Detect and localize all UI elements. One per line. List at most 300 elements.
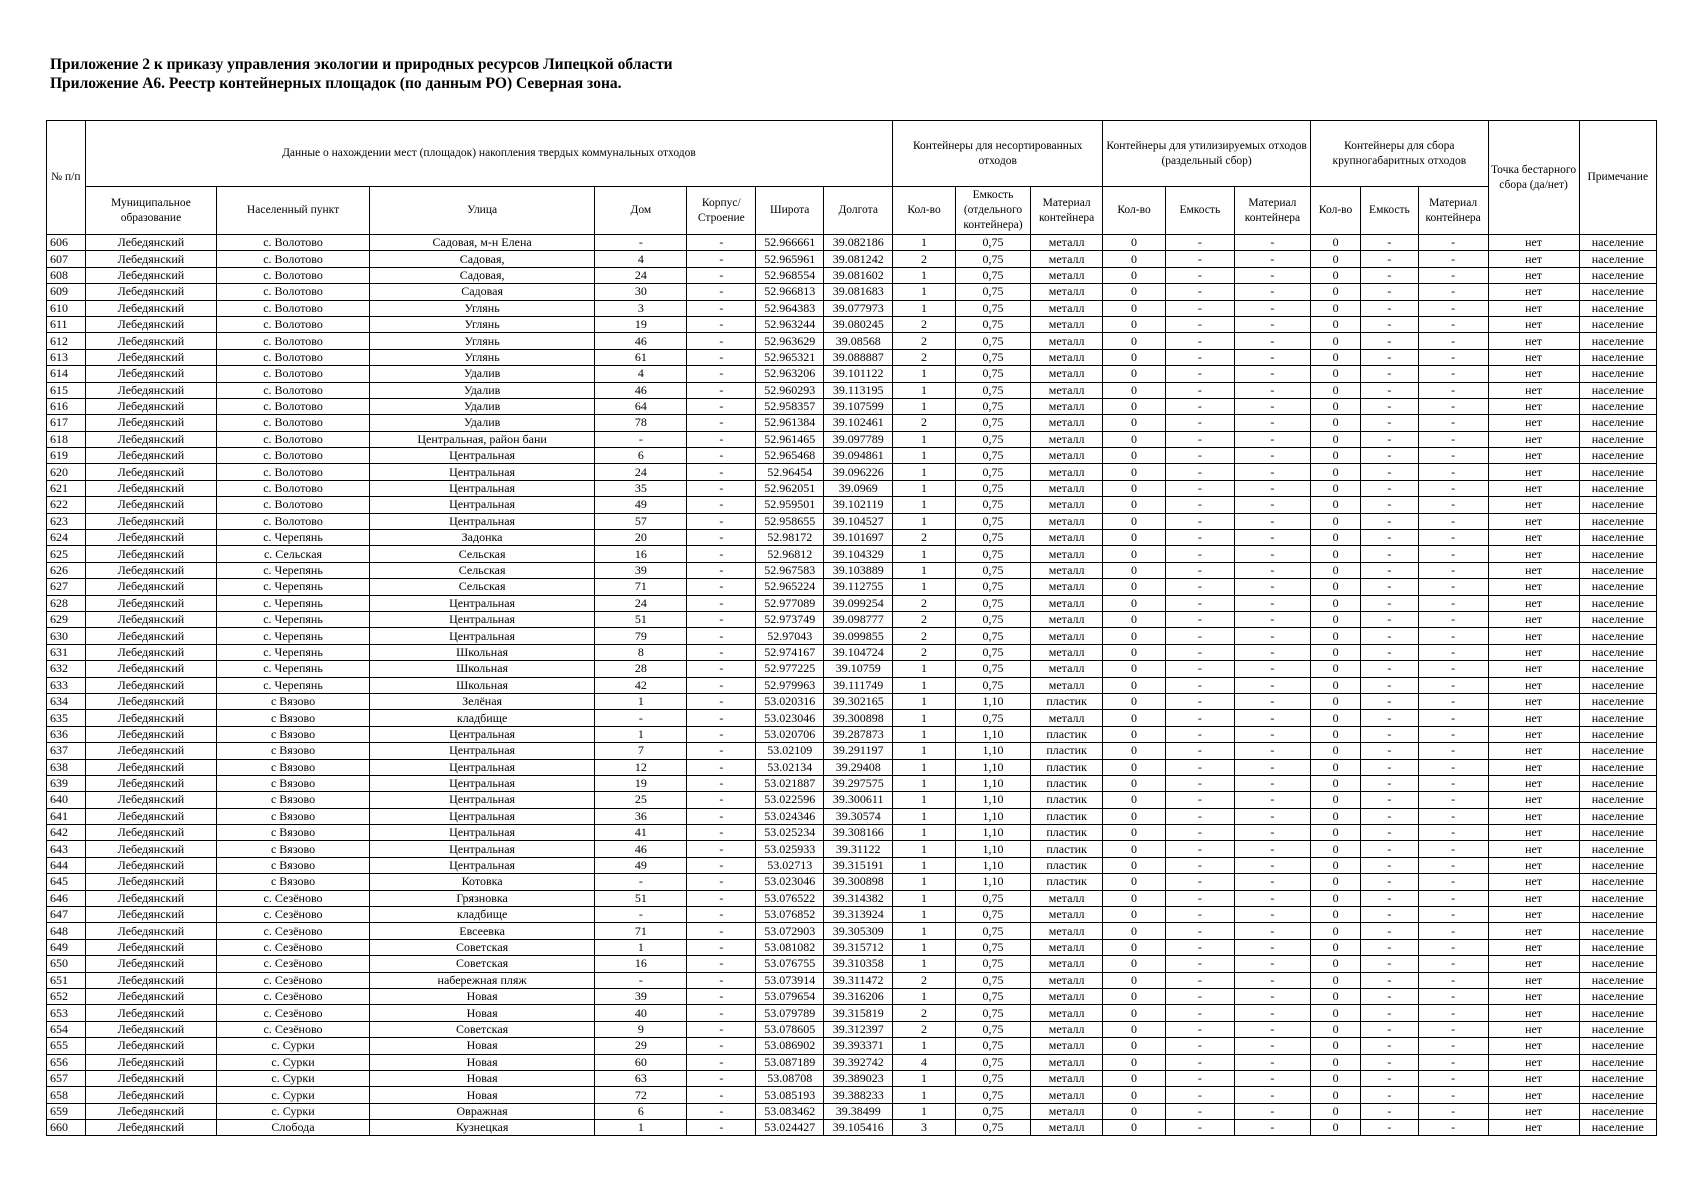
cell-capacity-recyclable: -: [1165, 431, 1234, 447]
cell-lon: 39.111749: [824, 677, 893, 693]
cell-lat: 53.023046: [756, 710, 824, 726]
cell-street: Центральная: [369, 464, 595, 480]
cell-house: 71: [595, 923, 687, 939]
cell-house: -: [595, 874, 687, 890]
cell-building: -: [687, 448, 756, 464]
cell-count-recyclable: 0: [1103, 579, 1166, 595]
cell-material-unsorted: металл: [1031, 480, 1103, 496]
cell-material-unsorted: металл: [1031, 284, 1103, 300]
cell-count-bulky: 0: [1311, 415, 1361, 431]
cell-count-recyclable: 0: [1103, 644, 1166, 660]
cell-material-unsorted: металл: [1031, 530, 1103, 546]
cell-settlement: с. Сезёново: [217, 972, 370, 988]
cell-lon: 39.081602: [824, 267, 893, 283]
cell-house: 7: [595, 743, 687, 759]
cell-capacity-recyclable: -: [1165, 808, 1234, 824]
cell-material-bulky: -: [1418, 759, 1488, 775]
cell-capacity-recyclable: -: [1165, 480, 1234, 496]
cell-material-unsorted: металл: [1031, 349, 1103, 365]
cell-settlement: с. Сезёново: [217, 1005, 370, 1021]
header-unsorted-group: Контейнеры для несортированных отходов: [893, 121, 1103, 187]
cell-note: население: [1579, 939, 1657, 955]
cell-house: 9: [595, 1021, 687, 1037]
cell-bagless: нет: [1488, 546, 1579, 562]
cell-row-num: 630: [47, 628, 86, 644]
cell-count-bulky: 0: [1311, 841, 1361, 857]
cell-row-num: 628: [47, 595, 86, 611]
cell-street: Центральная: [369, 480, 595, 496]
cell-lon: 39.312397: [824, 1021, 893, 1037]
cell-building: -: [687, 415, 756, 431]
header-capacity-bulky: Емкость: [1361, 187, 1418, 235]
header-street: Улица: [369, 187, 595, 235]
cell-building: -: [687, 513, 756, 529]
cell-street: Задонка: [369, 530, 595, 546]
cell-capacity-unsorted: 1,10: [955, 808, 1030, 824]
cell-count-unsorted: 1: [893, 1087, 956, 1103]
cell-row-num: 637: [47, 743, 86, 759]
cell-count-recyclable: 0: [1103, 497, 1166, 513]
cell-material-recyclable: -: [1234, 1103, 1310, 1119]
cell-building: -: [687, 349, 756, 365]
cell-bagless: нет: [1488, 267, 1579, 283]
cell-material-recyclable: -: [1234, 677, 1310, 693]
cell-count-unsorted: 1: [893, 497, 956, 513]
cell-capacity-unsorted: 0,75: [955, 988, 1030, 1004]
cell-capacity-bulky: -: [1361, 530, 1418, 546]
cell-capacity-recyclable: -: [1165, 579, 1234, 595]
cell-settlement: с. Волотово: [217, 235, 370, 251]
cell-lat: 53.02134: [756, 759, 824, 775]
cell-note: население: [1579, 546, 1657, 562]
cell-lat: 52.962051: [756, 480, 824, 496]
cell-lon: 39.077973: [824, 300, 893, 316]
cell-count-bulky: 0: [1311, 644, 1361, 660]
cell-settlement: с Вязово: [217, 726, 370, 742]
cell-capacity-recyclable: -: [1165, 825, 1234, 841]
cell-material-bulky: -: [1418, 382, 1488, 398]
cell-house: 71: [595, 579, 687, 595]
cell-street: Сельская: [369, 579, 595, 595]
table-row: [47, 661, 1657, 677]
cell-capacity-unsorted: 0,75: [955, 251, 1030, 267]
cell-house: 51: [595, 611, 687, 627]
cell-bagless: нет: [1488, 579, 1579, 595]
cell-building: -: [687, 546, 756, 562]
cell-material-bulky: -: [1418, 792, 1488, 808]
cell-capacity-bulky: -: [1361, 808, 1418, 824]
cell-material-unsorted: металл: [1031, 710, 1103, 726]
cell-note: население: [1579, 1021, 1657, 1037]
cell-count-unsorted: 1: [893, 677, 956, 693]
cell-settlement: Слобода: [217, 1120, 370, 1136]
cell-count-unsorted: 2: [893, 611, 956, 627]
cell-lon: 39.297575: [824, 775, 893, 791]
cell-building: -: [687, 267, 756, 283]
cell-settlement: с. Сезёново: [217, 988, 370, 1004]
cell-capacity-unsorted: 1,10: [955, 726, 1030, 742]
cell-count-bulky: 0: [1311, 890, 1361, 906]
cell-capacity-recyclable: -: [1165, 300, 1234, 316]
cell-material-recyclable: -: [1234, 1038, 1310, 1054]
cell-material-unsorted: металл: [1031, 251, 1103, 267]
cell-building: -: [687, 1054, 756, 1070]
cell-lat: 52.98172: [756, 530, 824, 546]
cell-capacity-recyclable: -: [1165, 316, 1234, 332]
cell-count-unsorted: 2: [893, 530, 956, 546]
cell-count-recyclable: 0: [1103, 530, 1166, 546]
title-line-1: Приложение 2 к приказу управления экологии и природных ресурсов Липецкой области: [50, 56, 673, 73]
cell-count-bulky: 0: [1311, 382, 1361, 398]
cell-bagless: нет: [1488, 448, 1579, 464]
cell-settlement: с. Волотово: [217, 398, 370, 414]
cell-material-unsorted: металл: [1031, 366, 1103, 382]
cell-settlement: с. Волотово: [217, 431, 370, 447]
cell-lat: 52.964383: [756, 300, 824, 316]
cell-street: Евсеевка: [369, 923, 595, 939]
cell-row-num: 660: [47, 1120, 86, 1136]
cell-capacity-recyclable: -: [1165, 907, 1234, 923]
cell-street: Удалив: [369, 366, 595, 382]
cell-row-num: 608: [47, 267, 86, 283]
cell-note: население: [1579, 874, 1657, 890]
cell-house: 49: [595, 497, 687, 513]
cell-lon: 39.315712: [824, 939, 893, 955]
cell-bagless: нет: [1488, 464, 1579, 480]
cell-municipality: Лебедянский: [85, 988, 217, 1004]
cell-material-recyclable: -: [1234, 464, 1310, 480]
cell-house: 30: [595, 284, 687, 300]
cell-lon: 39.105416: [824, 1120, 893, 1136]
cell-lat: 52.967583: [756, 562, 824, 578]
cell-lon: 39.094861: [824, 448, 893, 464]
cell-bagless: нет: [1488, 398, 1579, 414]
cell-lat: 53.020316: [756, 693, 824, 709]
cell-capacity-bulky: -: [1361, 1054, 1418, 1070]
cell-note: население: [1579, 464, 1657, 480]
cell-municipality: Лебедянский: [85, 1054, 217, 1070]
cell-count-unsorted: 3: [893, 1120, 956, 1136]
cell-capacity-bulky: -: [1361, 825, 1418, 841]
header-material-unsorted: Материал контейнера: [1031, 187, 1103, 235]
cell-row-num: 607: [47, 251, 86, 267]
cell-count-bulky: 0: [1311, 1087, 1361, 1103]
cell-municipality: Лебедянский: [85, 333, 217, 349]
cell-municipality: Лебедянский: [85, 530, 217, 546]
cell-building: -: [687, 988, 756, 1004]
cell-capacity-unsorted: 0,75: [955, 1070, 1030, 1086]
cell-count-recyclable: 0: [1103, 366, 1166, 382]
cell-capacity-unsorted: 0,75: [955, 595, 1030, 611]
cell-municipality: Лебедянский: [85, 808, 217, 824]
cell-count-bulky: 0: [1311, 825, 1361, 841]
cell-count-bulky: 0: [1311, 939, 1361, 955]
cell-count-recyclable: 0: [1103, 546, 1166, 562]
cell-count-bulky: 0: [1311, 546, 1361, 562]
cell-settlement: с. Сезёново: [217, 907, 370, 923]
cell-settlement: с. Сурки: [217, 1054, 370, 1070]
cell-count-unsorted: 1: [893, 235, 956, 251]
cell-lon: 39.08568: [824, 333, 893, 349]
cell-row-num: 646: [47, 890, 86, 906]
cell-material-recyclable: -: [1234, 759, 1310, 775]
cell-house: 39: [595, 988, 687, 1004]
cell-note: население: [1579, 398, 1657, 414]
cell-capacity-recyclable: -: [1165, 1005, 1234, 1021]
cell-settlement: с. Волотово: [217, 480, 370, 496]
cell-settlement: с. Сезёново: [217, 956, 370, 972]
cell-street: Новая: [369, 1038, 595, 1054]
cell-municipality: Лебедянский: [85, 595, 217, 611]
cell-material-recyclable: -: [1234, 1021, 1310, 1037]
cell-bagless: нет: [1488, 513, 1579, 529]
cell-capacity-unsorted: 0,75: [955, 611, 1030, 627]
cell-building: -: [687, 1103, 756, 1119]
cell-count-unsorted: 1: [893, 661, 956, 677]
cell-count-unsorted: 2: [893, 972, 956, 988]
cell-count-bulky: 0: [1311, 497, 1361, 513]
cell-count-bulky: 0: [1311, 743, 1361, 759]
cell-house: 24: [595, 267, 687, 283]
cell-count-recyclable: 0: [1103, 300, 1166, 316]
cell-capacity-bulky: -: [1361, 579, 1418, 595]
cell-municipality: Лебедянский: [85, 251, 217, 267]
cell-material-unsorted: металл: [1031, 448, 1103, 464]
cell-capacity-unsorted: 0,75: [955, 562, 1030, 578]
cell-count-unsorted: 1: [893, 431, 956, 447]
cell-lat: 53.086902: [756, 1038, 824, 1054]
cell-count-recyclable: 0: [1103, 857, 1166, 873]
cell-count-unsorted: 1: [893, 284, 956, 300]
cell-note: население: [1579, 595, 1657, 611]
cell-settlement: с Вязово: [217, 743, 370, 759]
table-row: [47, 497, 1657, 513]
table-row: [47, 1103, 1657, 1119]
cell-settlement: с. Сезёново: [217, 890, 370, 906]
cell-material-bulky: -: [1418, 251, 1488, 267]
cell-bagless: нет: [1488, 874, 1579, 890]
table-row: [47, 808, 1657, 824]
cell-capacity-recyclable: -: [1165, 628, 1234, 644]
cell-capacity-unsorted: 0,75: [955, 661, 1030, 677]
title-line-2: Приложение А6. Реестр контейнерных площадок (по данным РО) Северная зона.: [50, 75, 622, 92]
cell-house: -: [595, 710, 687, 726]
cell-street: Советская: [369, 1021, 595, 1037]
cell-building: -: [687, 792, 756, 808]
cell-municipality: Лебедянский: [85, 448, 217, 464]
cell-note: население: [1579, 349, 1657, 365]
table-row: [47, 235, 1657, 251]
cell-municipality: Лебедянский: [85, 1021, 217, 1037]
cell-material-recyclable: -: [1234, 857, 1310, 873]
cell-count-recyclable: 0: [1103, 333, 1166, 349]
cell-note: население: [1579, 1038, 1657, 1054]
table-row: [47, 1054, 1657, 1070]
cell-material-recyclable: -: [1234, 382, 1310, 398]
cell-settlement: с Вязово: [217, 693, 370, 709]
cell-row-num: 609: [47, 284, 86, 300]
cell-settlement: с Вязово: [217, 759, 370, 775]
cell-lon: 39.099254: [824, 595, 893, 611]
cell-material-recyclable: -: [1234, 907, 1310, 923]
cell-municipality: Лебедянский: [85, 1087, 217, 1103]
cell-material-bulky: -: [1418, 333, 1488, 349]
cell-capacity-bulky: -: [1361, 1120, 1418, 1136]
document-titles: [50, 55, 673, 93]
cell-house: 79: [595, 628, 687, 644]
cell-bagless: нет: [1488, 923, 1579, 939]
cell-count-unsorted: 2: [893, 1005, 956, 1021]
cell-note: население: [1579, 988, 1657, 1004]
cell-count-unsorted: 1: [893, 562, 956, 578]
cell-capacity-unsorted: 0,75: [955, 235, 1030, 251]
cell-lat: 53.076522: [756, 890, 824, 906]
cell-street: кладбище: [369, 907, 595, 923]
cell-count-recyclable: 0: [1103, 661, 1166, 677]
cell-material-bulky: -: [1418, 661, 1488, 677]
cell-row-num: 619: [47, 448, 86, 464]
cell-count-bulky: 0: [1311, 857, 1361, 873]
cell-house: 51: [595, 890, 687, 906]
cell-capacity-recyclable: -: [1165, 726, 1234, 742]
cell-building: -: [687, 1120, 756, 1136]
cell-capacity-bulky: -: [1361, 710, 1418, 726]
cell-street: Центральная: [369, 513, 595, 529]
table-row: [47, 366, 1657, 382]
cell-capacity-bulky: -: [1361, 988, 1418, 1004]
cell-capacity-recyclable: -: [1165, 611, 1234, 627]
cell-lon: 39.314382: [824, 890, 893, 906]
cell-lon: 39.300898: [824, 710, 893, 726]
cell-capacity-bulky: -: [1361, 972, 1418, 988]
cell-capacity-bulky: -: [1361, 316, 1418, 332]
table-row: [47, 431, 1657, 447]
cell-lat: 53.08708: [756, 1070, 824, 1086]
cell-building: -: [687, 382, 756, 398]
cell-bagless: нет: [1488, 611, 1579, 627]
cell-street: Садовая, м-н Елена: [369, 235, 595, 251]
cell-row-num: 644: [47, 857, 86, 873]
cell-count-bulky: 0: [1311, 611, 1361, 627]
cell-row-num: 645: [47, 874, 86, 890]
cell-bagless: нет: [1488, 907, 1579, 923]
table-row: [47, 611, 1657, 627]
table-row: [47, 972, 1657, 988]
cell-lat: 52.963206: [756, 366, 824, 382]
cell-row-num: 658: [47, 1087, 86, 1103]
cell-building: -: [687, 316, 756, 332]
cell-count-bulky: 0: [1311, 562, 1361, 578]
cell-row-num: 632: [47, 661, 86, 677]
cell-building: -: [687, 1070, 756, 1086]
header-municipality: Муниципальное образование: [85, 187, 217, 235]
cell-count-bulky: 0: [1311, 464, 1361, 480]
cell-material-bulky: -: [1418, 464, 1488, 480]
cell-building: -: [687, 939, 756, 955]
cell-building: -: [687, 1038, 756, 1054]
cell-lon: 39.392742: [824, 1054, 893, 1070]
cell-capacity-bulky: -: [1361, 775, 1418, 791]
cell-capacity-bulky: -: [1361, 431, 1418, 447]
cell-capacity-recyclable: -: [1165, 1038, 1234, 1054]
cell-count-recyclable: 0: [1103, 349, 1166, 365]
cell-count-unsorted: 1: [893, 923, 956, 939]
table-row: [47, 595, 1657, 611]
header-count-recyclable: Кол-во: [1103, 187, 1166, 235]
cell-material-recyclable: -: [1234, 579, 1310, 595]
cell-capacity-recyclable: -: [1165, 1120, 1234, 1136]
cell-bagless: нет: [1488, 284, 1579, 300]
cell-settlement: с Вязово: [217, 857, 370, 873]
cell-lat: 53.076852: [756, 907, 824, 923]
cell-building: -: [687, 431, 756, 447]
cell-bagless: нет: [1488, 431, 1579, 447]
cell-house: 1: [595, 693, 687, 709]
cell-street: Удалив: [369, 415, 595, 431]
cell-row-num: 623: [47, 513, 86, 529]
cell-material-bulky: -: [1418, 857, 1488, 873]
cell-count-recyclable: 0: [1103, 1005, 1166, 1021]
table-row: [47, 792, 1657, 808]
cell-row-num: 624: [47, 530, 86, 546]
cell-house: 6: [595, 448, 687, 464]
cell-street: Советская: [369, 939, 595, 955]
cell-lat: 53.022596: [756, 792, 824, 808]
cell-material-unsorted: металл: [1031, 907, 1103, 923]
cell-building: -: [687, 808, 756, 824]
cell-municipality: Лебедянский: [85, 972, 217, 988]
cell-note: население: [1579, 1120, 1657, 1136]
cell-municipality: Лебедянский: [85, 956, 217, 972]
cell-lat: 52.959501: [756, 497, 824, 513]
cell-capacity-bulky: -: [1361, 1038, 1418, 1054]
cell-count-unsorted: 1: [893, 988, 956, 1004]
cell-settlement: с. Черепянь: [217, 579, 370, 595]
cell-capacity-recyclable: -: [1165, 562, 1234, 578]
table-row: [47, 907, 1657, 923]
cell-row-num: 638: [47, 759, 86, 775]
table-row: [47, 530, 1657, 546]
cell-count-recyclable: 0: [1103, 988, 1166, 1004]
table-row: [47, 644, 1657, 660]
table-row: [47, 579, 1657, 595]
cell-row-num: 639: [47, 775, 86, 791]
cell-capacity-recyclable: -: [1165, 939, 1234, 955]
cell-street: Центральная: [369, 726, 595, 742]
cell-material-unsorted: металл: [1031, 464, 1103, 480]
cell-count-bulky: 0: [1311, 1054, 1361, 1070]
cell-row-num: 625: [47, 546, 86, 562]
cell-capacity-unsorted: 0,75: [955, 1120, 1030, 1136]
cell-house: 61: [595, 349, 687, 365]
cell-note: население: [1579, 284, 1657, 300]
cell-street: Центральная: [369, 448, 595, 464]
cell-building: -: [687, 1087, 756, 1103]
table-row: [47, 316, 1657, 332]
cell-settlement: с. Черепянь: [217, 611, 370, 627]
cell-house: 41: [595, 825, 687, 841]
cell-settlement: с. Волотово: [217, 316, 370, 332]
cell-capacity-bulky: -: [1361, 235, 1418, 251]
cell-capacity-recyclable: -: [1165, 874, 1234, 890]
cell-note: население: [1579, 792, 1657, 808]
cell-building: -: [687, 480, 756, 496]
cell-material-bulky: -: [1418, 775, 1488, 791]
cell-count-recyclable: 0: [1103, 1070, 1166, 1086]
cell-municipality: Лебедянский: [85, 1005, 217, 1021]
cell-capacity-recyclable: -: [1165, 972, 1234, 988]
cell-material-recyclable: -: [1234, 710, 1310, 726]
